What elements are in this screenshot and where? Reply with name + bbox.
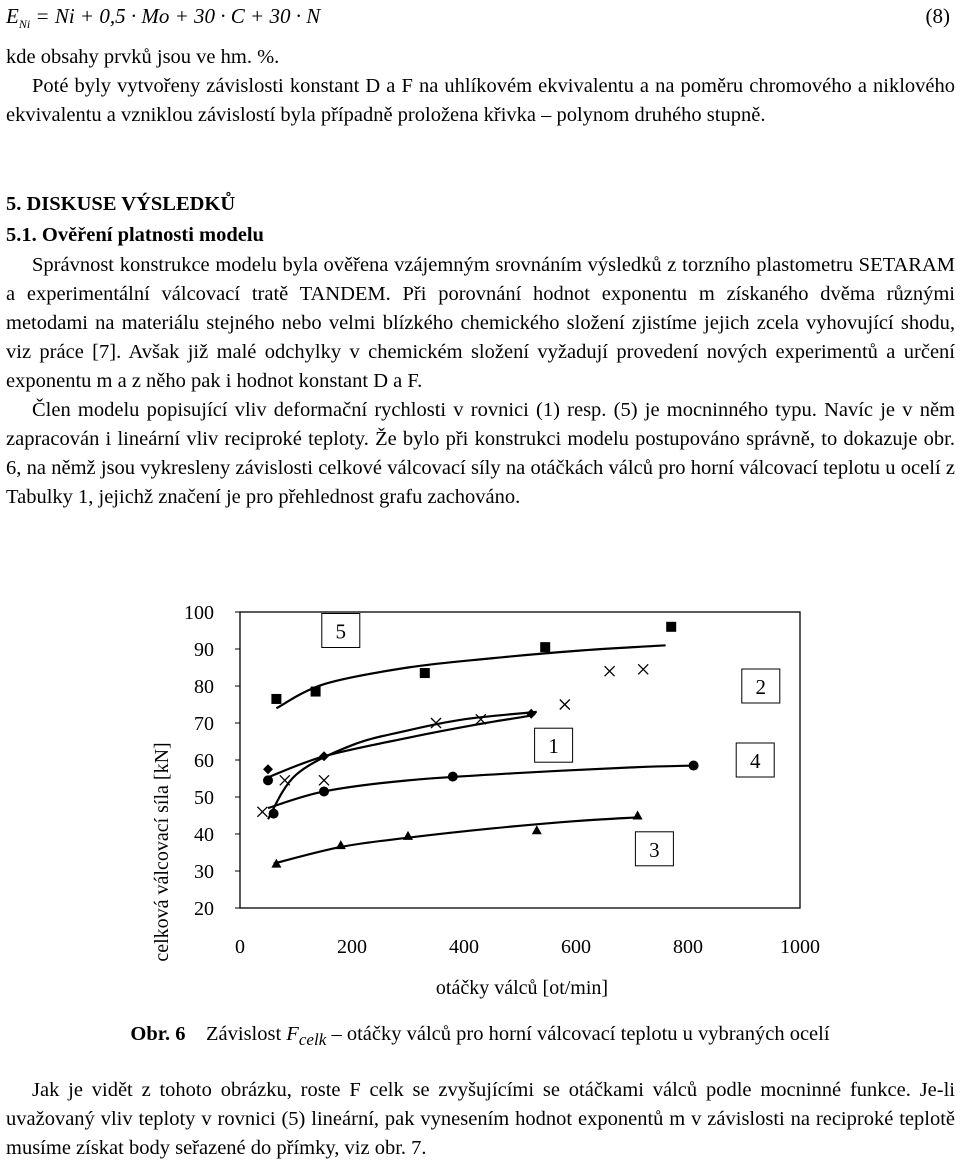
equation-lhs: E [6,4,19,28]
y-axis-label: celková válcovací síla [kN] [151,742,173,962]
paragraph-1: kde obsahy prvků jsou ve hm. %. [6,46,280,68]
series-3-point [633,811,643,820]
series-2-point [319,775,329,785]
y-tick-label: 60 [194,750,214,772]
text-block-intro [6,43,955,130]
series-label-5: 5 [335,619,347,644]
subsection-heading: 5.1. Ověření platnosti modelu [6,224,264,246]
series-4-point [319,786,329,796]
text-block-verification [6,251,955,512]
series-5-point [271,694,281,704]
caption-text-b: – otáčky válců pro horní válcovací teplotu u vybraných ocelí [326,1023,830,1045]
series-4-point [269,809,279,819]
series-4-point [689,761,699,771]
section-heading: 5. DISKUSE VÝSLEDKŮ [6,193,236,215]
x-axis-label: otáčky válců [ot/min] [435,977,609,999]
series-5-point [540,642,550,652]
series-4-point [263,775,273,785]
caption-symbol: F [286,1023,299,1045]
force-vs-speed-chart [130,590,830,1010]
series-5-point [311,687,321,697]
paragraph-4: Člen modelu popisující vliv deformační rychlosti v rovnici (1) resp. (5) je mocninného typu. Navíc je v něm zapracován i lineární vliv reciproké teploty. Že bylo při konstrukci modelu postupováno správně, to dokazuje obr. 6, na němž jsou vykresleny závislosti celkové válcovací síly na otáčkách válců pro horní válcovací teplotu u ocelí z Tabulky 1, jejichž značení je pro přehlednost grafu zachováno. [6,399,955,508]
y-tick-label: 20 [194,898,214,920]
paragraph-5: Jak je vidět z tohoto obrázku, roste F celk se zvyšujícími se otáčkami válců podle mocninné funkce. Je-li uvažovaný vliv teploty v rovnici (5) lineární, pak vynesením hodnot exponentů m v závislosti na reciproké teplotě musíme získat body seřazené do přímky, viz obr. 7. [6,1079,955,1159]
x-tick-label: 600 [561,936,591,958]
paragraph-2: Poté byly vytvořeny závislosti konstant D a F na uhlíkovém ekvivalentu a na poměru chromového a niklového ekvivalentu a vzniklou závislostí byla případně proložena křivka – polynom druhého stupně. [6,75,955,126]
series-label-2: 2 [755,675,767,699]
equation-8 [6,0,956,32]
series-2-curve [268,712,537,819]
series-5-curve [276,645,665,708]
series-2-point [605,666,615,676]
y-tick-label: 70 [194,713,214,735]
caption-label: Obr. 6 [130,1023,186,1045]
caption-text-a: Závislost [206,1023,287,1045]
series-4-curve [268,766,694,809]
paragraph-3: Správnost konstrukce modelu byla ověřena vzájemným srovnáním výsledků z torzního plastometru SETARAM a experimentální válcovací tratě TANDEM. Při porovnání hodnot exponentu m získaného dvěma různými metodami na materiálu stejného nebo velmi blízkého chemického složení zjistíme jejich zcela vyhovující shodu, viz práce [7]. Avšak již malé odchylky v chemickém složení vyžadují provedení nových experimentů a určení exponentu m a z něho pak i hodnot konstant D a F. [6,254,955,392]
x-tick-label: 800 [673,936,703,958]
x-tick-label: 200 [337,936,367,958]
y-tick-label: 40 [194,824,214,846]
equation-lhs-sub: Ni [18,17,31,32]
series-3-curve [274,817,638,863]
y-tick-label: 50 [194,787,214,809]
series-2-point [638,664,648,674]
text-block-conclusion [6,1076,955,1163]
equation-number: (8) [925,4,950,28]
series-label-3: 3 [649,837,660,862]
plot-area [184,602,820,958]
series-4-point [448,772,458,782]
y-tick-label: 80 [194,676,214,698]
y-tick-label: 100 [184,602,214,624]
figure-caption [0,1019,960,1055]
equation-rhs: = Ni + 0,5 · Mo + 30 · C + 30 · N [30,4,321,28]
series-5-point [420,668,430,678]
x-tick-label: 400 [449,936,479,958]
y-tick-label: 30 [194,861,214,883]
series-3-point [336,840,346,849]
series-2-point [280,775,290,785]
x-tick-label: 0 [235,936,245,958]
series-1-point [263,764,273,774]
y-tick-label: 90 [194,639,214,661]
series-3-point [532,825,542,834]
series-label-4: 4 [749,749,761,773]
x-tick-label: 1000 [780,936,820,958]
caption-symbol-sub: celk [298,1030,327,1050]
series-5-point [666,622,676,632]
series-label-1: 1 [548,734,559,759]
section-heading-block [6,190,955,250]
series-2-point [257,807,267,817]
series-2-point [560,700,570,710]
series-3-point [403,831,413,840]
